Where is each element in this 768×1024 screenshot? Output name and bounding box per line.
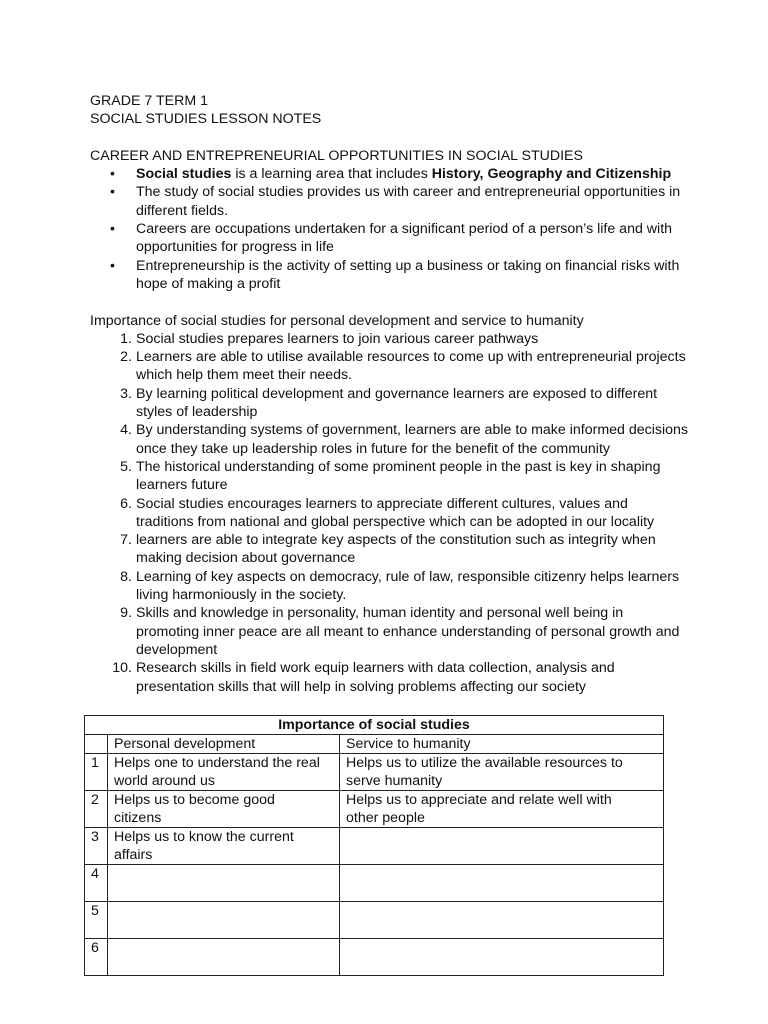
cell-line: Helps us to appreciate and relate well with: [346, 792, 612, 808]
list-line: presentation skills that will help in solving problems affecting our society: [136, 678, 587, 695]
term-learning-areas: History, Geography and Citizenship: [431, 166, 672, 183]
subject-heading: SOCIAL STUDIES LESSON NOTES: [90, 111, 322, 128]
list-item: [90, 495, 730, 532]
cell-line: Helps us to become good: [114, 792, 275, 808]
list-item: [90, 421, 730, 458]
list-number: 7.: [120, 532, 132, 549]
cell-line: serve humanity: [346, 773, 443, 789]
table-header-service: Service to humanity: [340, 735, 664, 754]
service-cell: [340, 791, 664, 828]
list-line: which help them meet their needs.: [136, 367, 353, 384]
list-number: 1.: [120, 330, 132, 347]
list-line: By learning political development and governance learners are exposed to different: [136, 385, 658, 402]
service-cell: [340, 902, 664, 939]
list-item: [90, 458, 730, 495]
lesson-notes-page: [90, 92, 730, 696]
list-line: Research skills in field work equip learners with data collection, analysis and: [136, 660, 615, 677]
service-cell: [340, 754, 664, 791]
cell-line: citizens: [114, 810, 162, 826]
cell-line: world around us: [114, 773, 215, 789]
personal-cell: [108, 902, 340, 939]
list-number: 5.: [120, 458, 132, 475]
bullet-line: opportunities for progress in life: [136, 239, 334, 256]
bullet-line: • Entrepreneurship is the activity of setting up a business or taking on financial risks with: [136, 257, 680, 274]
table-row: [85, 939, 664, 976]
list-line: traditions from national and global perspective which can be adopted in our locality: [136, 513, 655, 530]
list-item: [90, 385, 730, 422]
list-number: 9.: [120, 605, 132, 622]
cell-line: Helps us to utilize the available resources to: [346, 755, 623, 771]
service-cell: [340, 939, 664, 976]
list-line: promoting inner peace are all meant to enhance understanding of personal growth and: [136, 623, 680, 640]
term-social-studies: Social studies: [136, 166, 232, 183]
list-number: 6.: [120, 495, 132, 512]
service-cell: [340, 828, 664, 865]
list-line: once they take up leadership roles in future for the benefit of the community: [136, 440, 610, 457]
list-line: Learning of key aspects on democracy, rule of law, responsible citizenry helps learners: [136, 568, 680, 585]
list-item: [90, 604, 730, 659]
table-row: [85, 791, 664, 828]
list-line: The historical understanding of some prominent people in the past is key in shaping: [136, 458, 661, 475]
bullet-text: is a learning area that includes: [231, 166, 432, 183]
personal-cell: [108, 865, 340, 902]
list-item: [90, 348, 730, 385]
list-line: living harmoniously in the society.: [136, 587, 347, 604]
table-row: [85, 828, 664, 865]
row-number: 5: [85, 902, 108, 939]
row-number: 2: [85, 791, 108, 828]
career-bullet-list: [90, 165, 730, 293]
list-line: learners are able to integrate key aspects of the constitution such as integrity when: [136, 532, 656, 549]
cell-line: other people: [346, 810, 425, 826]
personal-cell: [108, 791, 340, 828]
row-number: 3: [85, 828, 108, 865]
bullet-line: • Careers are occupations undertaken for a significant period of a person’s life and with: [136, 221, 673, 238]
list-number: 10.: [112, 660, 132, 677]
list-line: styles of leadership: [136, 404, 258, 421]
row-number: 4: [85, 865, 108, 902]
table-row: [85, 865, 664, 902]
cell-line: Helps one to understand the real: [114, 755, 320, 771]
bullet-item: [90, 183, 730, 220]
bullet-item: [90, 165, 730, 183]
list-item: [90, 531, 730, 568]
list-line: Social studies prepares learners to join various career pathways: [136, 330, 539, 347]
list-number: 8.: [120, 568, 132, 585]
importance-table: [84, 715, 664, 976]
list-line: By understanding systems of government, learners are able to make informed decisions: [136, 422, 689, 439]
bullet-item: [90, 220, 730, 257]
table-caption: Importance of social studies: [85, 716, 664, 735]
table-row: [85, 754, 664, 791]
importance-numbered-list: [90, 330, 730, 696]
list-item: [90, 330, 730, 348]
section-career-heading: CAREER AND ENTREPRENEURIAL OPPORTUNITIES IN SOCIAL STUDIES: [90, 147, 583, 164]
list-line: development: [136, 641, 218, 658]
list-number: 2.: [120, 349, 132, 366]
bullet-item: [90, 257, 730, 294]
cell-line: Helps us to know the current: [114, 829, 294, 845]
table-header-number: [85, 735, 108, 754]
bullet-line: hope of making a profit: [136, 275, 281, 292]
service-cell: [340, 865, 664, 902]
list-line: Learners are able to utilise available resources to come up with entrepreneurial projects: [136, 349, 686, 366]
list-number: 3.: [120, 385, 132, 402]
bullet-line: different fields.: [136, 202, 229, 219]
list-number: 4.: [120, 422, 132, 439]
list-line: Skills and knowledge in personality, human identity and personal well being in: [136, 605, 624, 622]
list-item: [90, 659, 730, 696]
row-number: 6: [85, 939, 108, 976]
row-number: 1: [85, 754, 108, 791]
list-line: Social studies encourages learners to appreciate different cultures, values and: [136, 495, 628, 512]
grade-term-heading: GRADE 7 TERM 1: [90, 93, 208, 109]
list-line: making decision about governance: [136, 550, 356, 567]
list-line: learners future: [136, 477, 228, 494]
table-row: [85, 902, 664, 939]
list-item: [90, 568, 730, 605]
personal-cell: [108, 754, 340, 791]
personal-cell: [108, 939, 340, 976]
section-importance-heading: Importance of social studies for personal development and service to humanity: [90, 312, 584, 329]
table-header-personal: Personal development: [108, 735, 340, 754]
personal-cell: [108, 828, 340, 865]
cell-line: affairs: [114, 847, 153, 863]
bullet-line: • The study of social studies provides us with career and entrepreneurial opportunities in: [136, 184, 681, 201]
